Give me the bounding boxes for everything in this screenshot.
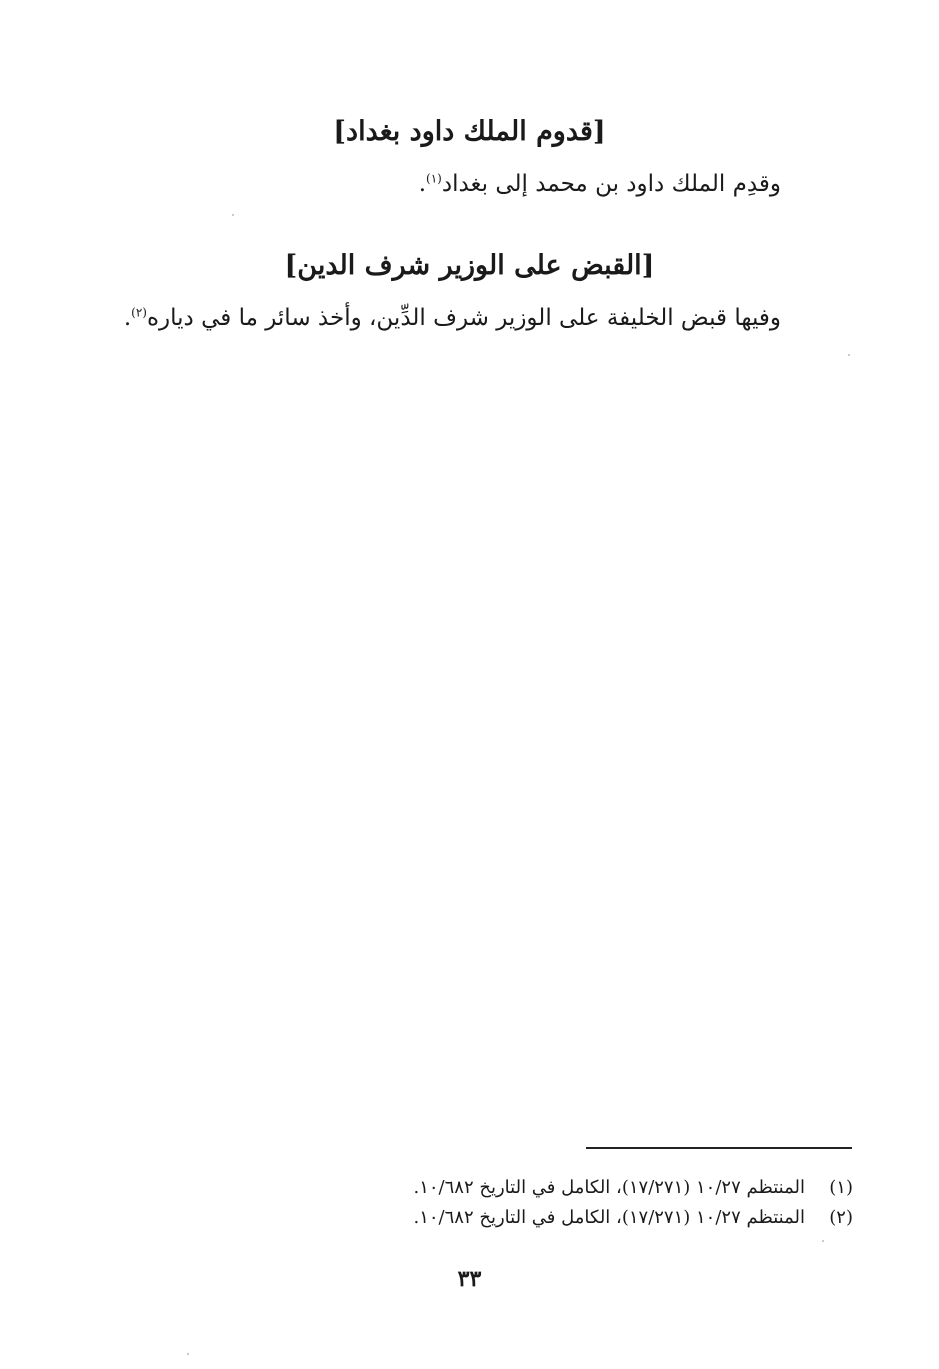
paragraph-end: . bbox=[123, 305, 132, 331]
footnote-divider bbox=[586, 1147, 852, 1149]
scan-speck bbox=[848, 354, 850, 356]
scan-speck bbox=[822, 1240, 824, 1242]
paragraph-arrival bbox=[419, 166, 781, 202]
section-heading-arrest bbox=[0, 246, 939, 286]
scan-speck bbox=[187, 1353, 189, 1355]
footnote-reference[interactable]: (١) bbox=[426, 171, 442, 186]
page-number-text: ٣٣ bbox=[457, 1266, 482, 1292]
footnote-number: (٢) bbox=[829, 1207, 853, 1228]
footnote-item bbox=[333, 1175, 853, 1201]
heading-text: [القبض على الوزير شرف الدين] bbox=[284, 250, 655, 281]
footnote-number: (١) bbox=[829, 1177, 853, 1198]
paragraph-text: وقدِم الملك داود بن محمد إلى بغداد bbox=[441, 171, 781, 197]
footnote-text: المنتظم ١٠/٢٧ (١٧/٢٧١)، الكامل في التاريخ ١٠/٦٨٢. bbox=[413, 1177, 805, 1198]
heading-text: [قدوم الملك داود بغداد] bbox=[333, 116, 606, 147]
section-heading-arrival bbox=[0, 112, 939, 152]
scan-speck bbox=[232, 214, 234, 216]
page-number bbox=[0, 1264, 939, 1294]
paragraph-end: . bbox=[418, 171, 426, 197]
footnote-text: المنتظم ١٠/٢٧ (١٧/٢٧١)، الكامل في التاريخ ١٠/٦٨٢. bbox=[413, 1207, 805, 1228]
paragraph-arrest bbox=[124, 300, 781, 336]
footnote-item bbox=[333, 1205, 853, 1231]
paragraph-text: وفيها قبض الخليفة على الوزير شرف الدِّين، وأخذ سائر ما في دياره bbox=[146, 305, 781, 331]
footnote-reference[interactable]: (٢) bbox=[131, 305, 147, 320]
